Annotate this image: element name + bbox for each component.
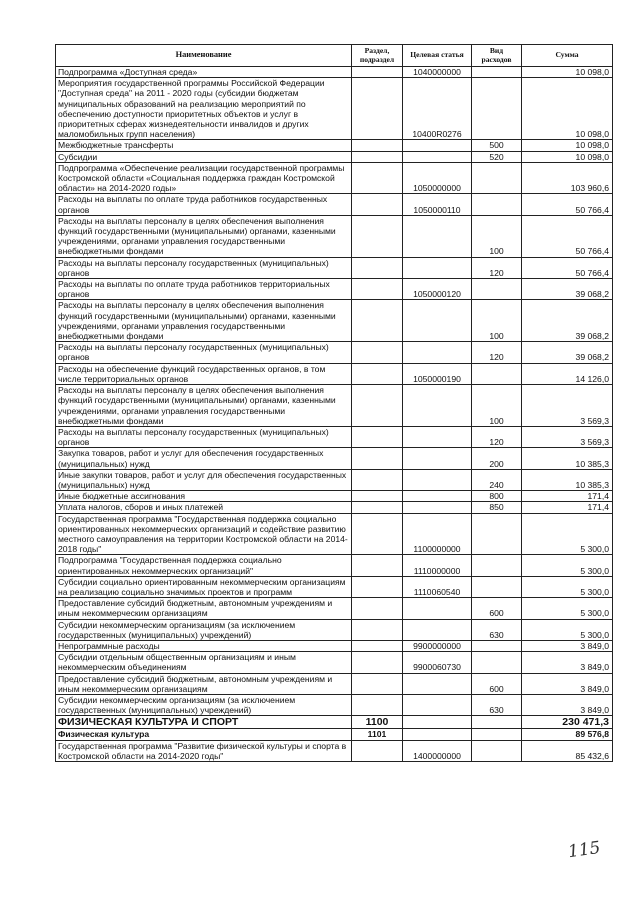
cell-section: 1100 — [352, 716, 403, 729]
cell-name: Расходы на выплаты персоналу государственных (муниципальных) органов — [56, 426, 352, 447]
cell-code — [403, 491, 472, 502]
table-body — [56, 67, 613, 762]
cell-section — [352, 194, 403, 215]
cell-section — [352, 619, 403, 640]
table-row — [56, 448, 613, 469]
cell-type: 500 — [472, 140, 522, 151]
table-row — [56, 78, 613, 140]
table-row — [56, 342, 613, 363]
cell-code — [403, 448, 472, 469]
cell-section — [352, 140, 403, 151]
cell-type — [472, 652, 522, 673]
cell-code — [403, 257, 472, 278]
table-row — [56, 619, 613, 640]
cell-name: Закупка товаров, работ и услуг для обеспечения государственных (муниципальных) нужд — [56, 448, 352, 469]
cell-sum: 10 098,0 — [522, 78, 613, 140]
cell-type — [472, 513, 522, 555]
cell-section — [352, 640, 403, 651]
cell-sum: 39 068,2 — [522, 342, 613, 363]
cell-name: Субсидии некоммерческим организациям (за исключением государственных (муниципальных) учреждений) — [56, 694, 352, 715]
cell-name: Субсидии социально ориентированным некоммерческим организациям на реализацию социально значимых проектов и программ — [56, 576, 352, 597]
cell-section — [352, 257, 403, 278]
cell-sum: 39 068,2 — [522, 300, 613, 342]
cell-sum: 3 569,3 — [522, 426, 613, 447]
cell-code — [403, 729, 472, 740]
cell-type: 200 — [472, 448, 522, 469]
cell-code: 9900060730 — [403, 652, 472, 673]
table-row — [56, 513, 613, 555]
cell-type — [472, 555, 522, 576]
cell-name: Предоставление субсидий бюджетным, автономным учреждениям и иным некоммерческим организациям — [56, 598, 352, 619]
cell-sum: 3 849,0 — [522, 640, 613, 651]
cell-section — [352, 342, 403, 363]
header-section: Раздел, подраздел — [352, 45, 403, 67]
cell-code: 1050000120 — [403, 279, 472, 300]
cell-name: Расходы на выплаты персоналу в целях обеспечения выполнения функций государственными (муниципальными) органами, казенными учреждениями, органами управления государственными внебюджетными фондами — [56, 300, 352, 342]
cell-code — [403, 469, 472, 490]
cell-name: Предоставление субсидий бюджетным, автономным учреждениям и иным некоммерческим организациям — [56, 673, 352, 694]
table-row — [56, 279, 613, 300]
cell-name: Государственная программа "Государственная поддержка социально ориентированных некоммерческих организаций и содействие развитию местного самоуправления на территории Костромской области на 2014-2018 годы" — [56, 513, 352, 555]
table-row — [56, 300, 613, 342]
cell-sum: 89 576,8 — [522, 729, 613, 740]
table-row — [56, 162, 613, 194]
cell-code — [403, 694, 472, 715]
cell-type: 630 — [472, 619, 522, 640]
cell-code: 9900000000 — [403, 640, 472, 651]
budget-table — [55, 44, 613, 762]
cell-section — [352, 491, 403, 502]
cell-name: Иные закупки товаров, работ и услуг для обеспечения государственных (муниципальных) нужд — [56, 469, 352, 490]
cell-type: 630 — [472, 694, 522, 715]
cell-sum: 10 098,0 — [522, 151, 613, 162]
cell-sum: 3 849,0 — [522, 652, 613, 673]
cell-sum: 103 960,6 — [522, 162, 613, 194]
cell-sum: 10 385,3 — [522, 448, 613, 469]
cell-name: Подпрограмма «Доступная среда» — [56, 67, 352, 78]
cell-type: 600 — [472, 598, 522, 619]
cell-type: 100 — [472, 215, 522, 257]
cell-section — [352, 673, 403, 694]
cell-sum: 230 471,3 — [522, 716, 613, 729]
cell-code: 1050000000 — [403, 162, 472, 194]
cell-name: Государственная программа "Развитие физической культуры и спорта в Костромской области на 2014-2020 годы" — [56, 740, 352, 761]
cell-sum: 3 849,0 — [522, 694, 613, 715]
cell-section — [352, 652, 403, 673]
cell-section — [352, 555, 403, 576]
table-row — [56, 716, 613, 729]
header-type: Вид расходов — [472, 45, 522, 67]
table-row — [56, 640, 613, 651]
cell-sum: 10 098,0 — [522, 67, 613, 78]
cell-section — [352, 162, 403, 194]
cell-name: Межбюджетные трансферты — [56, 140, 352, 151]
cell-section — [352, 740, 403, 761]
table-row — [56, 215, 613, 257]
cell-sum: 5 300,0 — [522, 513, 613, 555]
table-row — [56, 502, 613, 513]
cell-section — [352, 363, 403, 384]
table-row — [56, 694, 613, 715]
cell-sum: 10 098,0 — [522, 140, 613, 151]
cell-type — [472, 729, 522, 740]
cell-type: 100 — [472, 385, 522, 427]
cell-sum: 5 300,0 — [522, 555, 613, 576]
cell-section — [352, 151, 403, 162]
table-row — [56, 555, 613, 576]
table-row — [56, 426, 613, 447]
cell-sum: 85 432,6 — [522, 740, 613, 761]
cell-type: 120 — [472, 426, 522, 447]
cell-section — [352, 300, 403, 342]
cell-type — [472, 78, 522, 140]
table-row — [56, 67, 613, 78]
cell-sum: 50 766,4 — [522, 194, 613, 215]
header-name: Наименование — [56, 45, 352, 67]
table-row — [56, 729, 613, 740]
table-row — [56, 151, 613, 162]
cell-name: Подпрограмма "Государственная поддержка социально ориентированных некоммерческих организаций" — [56, 555, 352, 576]
cell-code — [403, 619, 472, 640]
cell-code: 1110000000 — [403, 555, 472, 576]
cell-sum: 3 849,0 — [522, 673, 613, 694]
cell-sum: 171,4 — [522, 491, 613, 502]
cell-sum: 39 068,2 — [522, 279, 613, 300]
cell-type: 240 — [472, 469, 522, 490]
table-row — [56, 469, 613, 490]
table-row — [56, 673, 613, 694]
cell-type — [472, 162, 522, 194]
cell-code: 1040000000 — [403, 67, 472, 78]
cell-sum: 5 300,0 — [522, 598, 613, 619]
table-row — [56, 194, 613, 215]
table-row — [56, 598, 613, 619]
cell-name: Расходы на обеспечение функций государственных органов, в том числе территориальных органов — [56, 363, 352, 384]
cell-sum: 171,4 — [522, 502, 613, 513]
cell-code: 1110060540 — [403, 576, 472, 597]
cell-name: Расходы на выплаты персоналу в целях обеспечения выполнения функций государственными (муниципальными) органами, казенными учреждениями, органами управления государственными внебюджетными фондами — [56, 385, 352, 427]
cell-section — [352, 215, 403, 257]
cell-section — [352, 513, 403, 555]
cell-type — [472, 740, 522, 761]
cell-code — [403, 673, 472, 694]
cell-name: Расходы на выплаты персоналу государственных (муниципальных) органов — [56, 257, 352, 278]
cell-section — [352, 279, 403, 300]
cell-type — [472, 67, 522, 78]
cell-section — [352, 694, 403, 715]
cell-name: Подпрограмма «Обеспечение реализации государственной программы Костромской области «Социальная поддержка граждан Костромской области» на 2014-2020 годы» — [56, 162, 352, 194]
cell-name: Непрограммные расходы — [56, 640, 352, 651]
cell-name: Физическая культура — [56, 729, 352, 740]
cell-section — [352, 502, 403, 513]
cell-name: Иные бюджетные ассигнования — [56, 491, 352, 502]
cell-code — [403, 151, 472, 162]
cell-type: 120 — [472, 342, 522, 363]
cell-section — [352, 78, 403, 140]
cell-code: 1050000110 — [403, 194, 472, 215]
cell-name: Субсидии — [56, 151, 352, 162]
cell-code — [403, 426, 472, 447]
cell-type: 120 — [472, 257, 522, 278]
cell-type: 850 — [472, 502, 522, 513]
cell-code — [403, 300, 472, 342]
cell-code — [403, 502, 472, 513]
table-row — [56, 740, 613, 761]
cell-name: Расходы на выплаты персоналу в целях обеспечения выполнения функций государственными (муниципальными) органами, казенными учреждениями, органами управления государственными внебюджетными фондами — [56, 215, 352, 257]
cell-name: ФИЗИЧЕСКАЯ КУЛЬТУРА И СПОРТ — [56, 716, 352, 729]
cell-section — [352, 448, 403, 469]
table-row — [56, 363, 613, 384]
cell-code — [403, 598, 472, 619]
budget-table-page — [55, 44, 612, 762]
cell-type — [472, 576, 522, 597]
cell-section — [352, 385, 403, 427]
cell-name: Расходы на выплаты по оплате труда работников государственных органов — [56, 194, 352, 215]
cell-name: Расходы на выплаты персоналу государственных (муниципальных) органов — [56, 342, 352, 363]
cell-type: 520 — [472, 151, 522, 162]
cell-name: Мероприятия государственной программы Российской Федерации "Доступная среда" на 2011 - 2020 годы (субсидии бюджетам муниципальных образований на реализацию мероприятий по обеспечению доступности приоритетных объектов и услуг в приоритетных сферах жизнедеятельности инвалидов и других маломобильных групп населения) — [56, 78, 352, 140]
cell-code — [403, 716, 472, 729]
cell-section — [352, 469, 403, 490]
cell-name: Расходы на выплаты по оплате труда работников территориальных органов — [56, 279, 352, 300]
table-row — [56, 652, 613, 673]
cell-code — [403, 140, 472, 151]
cell-code: 10400R0276 — [403, 78, 472, 140]
cell-name: Субсидии некоммерческим организациям (за исключением государственных (муниципальных) учреждений) — [56, 619, 352, 640]
table-row — [56, 140, 613, 151]
cell-sum: 10 385,3 — [522, 469, 613, 490]
table-row — [56, 385, 613, 427]
cell-type — [472, 716, 522, 729]
cell-sum: 50 766,4 — [522, 215, 613, 257]
cell-code — [403, 215, 472, 257]
cell-section — [352, 426, 403, 447]
cell-type — [472, 363, 522, 384]
page-number: 115 — [566, 837, 602, 863]
table-row — [56, 491, 613, 502]
cell-code — [403, 342, 472, 363]
cell-type — [472, 279, 522, 300]
cell-type: 100 — [472, 300, 522, 342]
cell-type: 600 — [472, 673, 522, 694]
cell-sum: 5 300,0 — [522, 619, 613, 640]
cell-code: 1400000000 — [403, 740, 472, 761]
cell-sum: 5 300,0 — [522, 576, 613, 597]
table-row — [56, 576, 613, 597]
table-row — [56, 257, 613, 278]
cell-code: 1050000190 — [403, 363, 472, 384]
cell-sum: 50 766,4 — [522, 257, 613, 278]
header-sum: Сумма — [522, 45, 613, 67]
cell-name: Уплата налогов, сборов и иных платежей — [56, 502, 352, 513]
table-header-row — [56, 45, 613, 67]
cell-type — [472, 640, 522, 651]
cell-section — [352, 576, 403, 597]
cell-type: 800 — [472, 491, 522, 502]
cell-code: 1100000000 — [403, 513, 472, 555]
cell-section: 1101 — [352, 729, 403, 740]
header-code: Целевая статья — [403, 45, 472, 67]
cell-sum: 14 126,0 — [522, 363, 613, 384]
cell-name: Субсидии отдельным общественным организациям и иным некоммерческим объединениям — [56, 652, 352, 673]
cell-section — [352, 67, 403, 78]
cell-type — [472, 194, 522, 215]
cell-sum: 3 569,3 — [522, 385, 613, 427]
cell-section — [352, 598, 403, 619]
cell-code — [403, 385, 472, 427]
